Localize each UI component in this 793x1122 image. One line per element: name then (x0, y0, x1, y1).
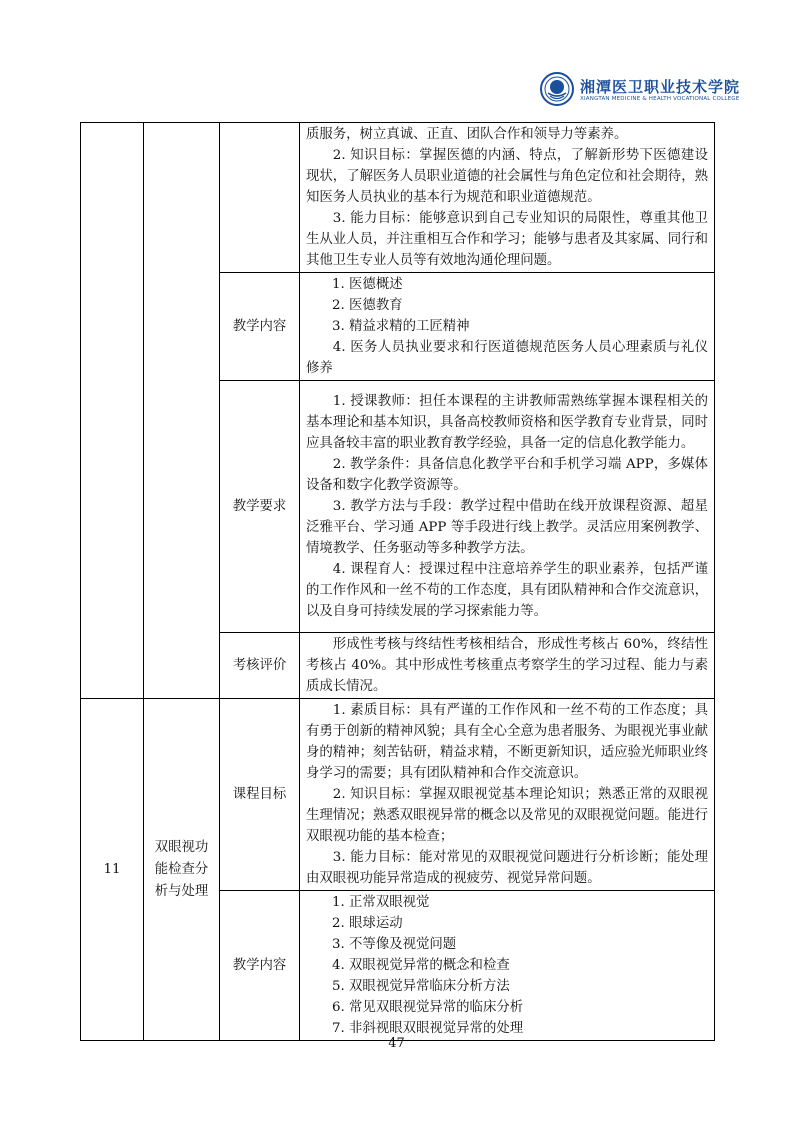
section-label: 教学内容 (220, 273, 300, 381)
goal-text: 2. 知识目标：掌握医德的内涵、特点，了解新形势下医德建设现状，了解医务人员职业道德的社会属性与角色定位和社会期待，熟知医务人员执业的基本行为规范和职业道德规范。 (306, 148, 708, 205)
list-item: 4. 双眼视觉异常的概念和检查 (332, 958, 510, 973)
course-name: 双眼视功能检查分析与处理 (144, 699, 220, 1041)
section-label: 教学内容 (220, 891, 300, 1041)
row10-content-cell (300, 273, 715, 381)
row10-req-cell (300, 381, 715, 633)
list-item: 6. 常见双眼视觉异常的临床分析 (332, 1000, 524, 1015)
section-label: 课程目标 (220, 699, 300, 891)
college-logo-icon (540, 72, 574, 106)
list-item: 3. 不等像及视觉问题 (332, 937, 457, 952)
list-item: 3. 精益求精的工匠精神 (332, 319, 470, 334)
req-text: 4. 课程育人：授课过程中注意培养学生的职业素养，包括严谨的工作作风和一丝不苟的工作态度，具有团队精神和合作交流意识，以及自身可持续发展的学习探索能力等。 (306, 562, 708, 619)
section-label: 教学要求 (220, 381, 300, 633)
req-text: 3. 教学方法与手段：教学过程中借助在线开放课程资源、超星泛雅平台、学习通 APP 等手段进行线上教学。灵活应用案例教学、情境教学、任务驱动等多种教学方法。 (306, 499, 708, 556)
course-number: 11 (81, 699, 144, 1041)
row10-course-name-cell (144, 123, 220, 699)
section-label: 考核评价 (220, 633, 300, 699)
eval-text: 形成性考核与终结性考核相结合，形成性考核占 60%，终结性考核占 40%。其中形成性考核重点考察学生的学习过程、能力与素质成长情况。 (306, 637, 708, 694)
list-item: 7. 非斜视眼双眼视觉异常的处理 (332, 1021, 524, 1036)
req-text: 2. 教学条件：具备信息化教学平台和手机学习端 APP，多媒体设备和数字化教学资源等。 (306, 457, 708, 493)
page-header (0, 0, 793, 122)
table-row (81, 699, 715, 891)
row10-number-cell (81, 123, 144, 699)
list-item: 4. 医务人员执业要求和行医道德规范医务人员心理素质与礼仪修养 (306, 340, 708, 376)
row11-goal-cell (300, 699, 715, 891)
row11-content-cell (300, 891, 715, 1041)
page-number: 47 (388, 1036, 405, 1051)
list-item: 1. 医德概述 (332, 277, 403, 292)
req-text: 1. 授课教师：担任本课程的主讲教师需熟练掌握本课程相关的基本理论和基本知识，具备高校教师资格和医学教育专业背景，同时应具备较丰富的职业教育教学经验，具备一定的信息化教学能力。 (306, 394, 708, 451)
list-item: 2. 医德教育 (332, 298, 403, 313)
row10-eval-cell (300, 633, 715, 699)
school-name: 湘潭医卫职业技术学院 (580, 78, 741, 96)
school-name-en: XIANGTAN MEDICINE & HEALTH VOCATIONAL COLLEGE (580, 96, 740, 102)
table-row (81, 123, 715, 273)
list-item: 2. 眼球运动 (332, 916, 403, 931)
curriculum-table (80, 122, 715, 1041)
goal-text: 3. 能力目标：能够意识到自己专业知识的局限性，尊重其他卫生从业人员，并注重相互合作和学习；能够与患者及其家属、同行和其他卫生专业人员等有效地沟通伦理问题。 (306, 211, 708, 268)
row10-goal-label-cell (220, 123, 300, 273)
list-item: 1. 正常双眼视觉 (332, 895, 430, 910)
goal-text: 1. 素质目标：具有严谨的工作作风和一丝不苟的工作态度；具有勇于创新的精神风貌；具有全心全意为患者服务、为眼视光事业献身的精神；刻苦钻研，精益求精，不断更新知识，适应验光师职业终身学习的需要；具有团队精神和合作交流意识。 (306, 703, 708, 781)
goal-text: 2. 知识目标：掌握双眼视觉基本理论知识；熟悉正常的双眼视生理情况；熟悉双眼视异常的概念以及常见的双眼视觉问题。能进行双眼视功能的基本检查； (306, 787, 708, 844)
list-item: 5. 双眼视觉异常临床分析方法 (332, 979, 510, 994)
goal-text: 3. 能力目标：能对常见的双眼视觉问题进行分析诊断；能处理由双眼视功能异常造成的视疲劳、视觉异常问题。 (306, 850, 708, 886)
goal-text: 质服务，树立真诚、正直、团队合作和领导力等素养。 (306, 127, 628, 142)
row10-goal-cell (300, 123, 715, 273)
